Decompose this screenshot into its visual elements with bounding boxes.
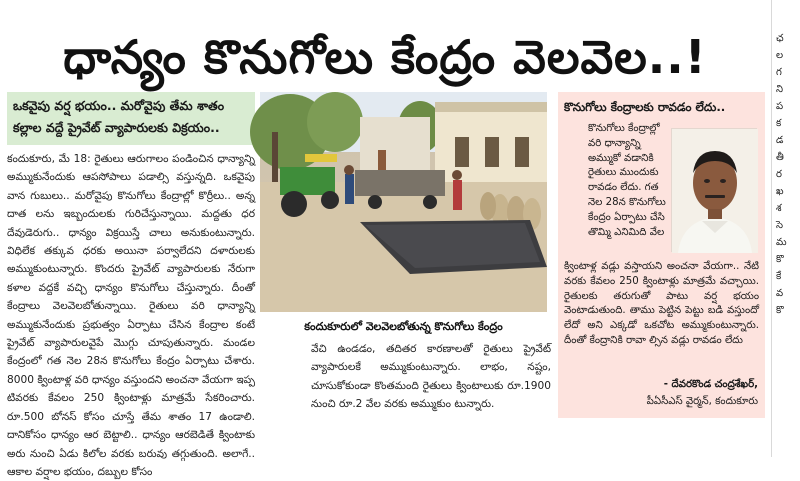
edge-line: సె: [776, 220, 784, 231]
edge-line: ర: [776, 169, 782, 180]
headline: ధాన్యం కొనుగోలు కేంద్రం వెలవెల..!: [63, 30, 707, 84]
edge-line: క: [776, 118, 782, 129]
edge-line: కొ: [776, 254, 784, 265]
edge-line: ఖ: [776, 186, 784, 197]
article-photo: [260, 92, 547, 312]
person-portrait: [672, 129, 758, 253]
edge-line: వ: [776, 288, 784, 299]
edge-line: ప: [776, 101, 784, 112]
sidebar-signature-name: - దేవరకొండ చంద్రశేఖర్,: [663, 379, 758, 390]
edge-line: కొ: [776, 305, 784, 316]
edge-line: శ: [776, 203, 782, 214]
sidebar-text-bottom: క్వింటాళ్ల వడ్లు వస్తాయని అంచనా వేయగా.. నేటి వరకు కేవలం 250 క్వింటాళ్లు మాత్రమే వచ్చాయి. రైతులకు తరుగుతో పాటు వర్ష భయం వెంటాడుతుంది. తాము పెట్టిన పెట్టు బడి వస్తుందో లేదో అని ఎక్కడో ఒకచోట అమ్ముకుంటున్నారు. దీంతో కేంద్రానికి రావా ల్సిన వడ్లు రావడం లేదు: [564, 261, 759, 346]
purchase-center-photo: [260, 92, 547, 312]
edge-line: ల: [776, 50, 784, 61]
sidebar-text-top: కొనుగోలు కేంద్రాల్లో వరి ధాన్యాన్ని అమ్ముకో వడానికి రైతులు ముందుకు రావడం లేదు. గత నెల 28న కొనుగోలు కేంద్రం ఏర్పాటు చేసి తొమ్మి ఎనిమిది వేల: [588, 123, 666, 238]
column-divider: [771, 0, 772, 457]
adjacent-article-edge: [776, 30, 800, 457]
article-body: కందుకూరు, మే 18: రైతులు ఆరుగాలం పండించిన ధాన్యాన్ని అమ్ముకునేందుకు ఆపసోపాలు పడాల్సి వస్తున్నది. ఒకవైపు వాన గుబులు.. మరోవైపు కొనుగోలు కేంద్రాల్లో కొర్రీలు.. అన్న దాత లను ఇబ్బందులకు గురిచేస్తున్నాయి. మద్దతు ధర దేవుడెరుగు.. ధాన్యం విక్రయిస్తే చాలు అనుకుంటున్నారు. విధిలేక తక్కువ ధరకు అయినా పర్వాలేదని దళారులకు అమ్ముకుంటున్నారు. కొందరు ప్రైవేట్ వ్యాపారులకు నేరుగా కళాల వద్దకే వచ్చి ధాన్యం కొనుగోలు చేస్తున్నారు. దీంతో కేంద్రాలు వెలవెలబోతున్నాయి. రైతులు వరి ధాన్యాన్ని అమ్ముకునేందుకు ప్రభుత్వం ఏర్పాటు చేసిన కేంద్రాల కంటే ప్రైవేట్ వ్యాపారులవైపే మొగ్గు చూపుతున్నారు. మండల కేంద్రంలో గత నెల 28న కొనుగోలు కేంద్రం ఏర్పాటు చేశారు. 8000 క్వింటాళ్ల వరి ధాన్యం వస్తుందని అంచనా వేయగా ఇప్ప టివరకు కేవలం 250 క్వింటాళ్లు మాత్రమే సేకరించారు. రూ.500 బోనస్ కోసం చూస్తే తేమ శాతం 17 ఉండాలి. దానికోసం ధాన్యం ఆర బెట్టాలి.. ధాన్యం ఆరబెడితే క్వింటాకు అరు నుంచి ఏడు కిలోల వరకు బరువు తగ్గుతుంది. అలాగే.. ఆకాల వర్షాల భయం, దబ్బుల కోసం: [7, 153, 255, 478]
article-body-continued: వేచి ఉండడం, తదితర కారణాలతో రైతులు ప్రైవేట్ వ్యాపారులకే అమ్ముకుంటున్నారు. లాభం, నష్టం, చూసుకోకుండా కొంతమంది రైతులు క్వింటాలుకు రూ.1900 నుంచి రూ.2 వేల వరకు అమ్ముకుం టున్నారు.: [311, 343, 551, 411]
subheading-box: [7, 92, 255, 145]
edge-line: ని: [776, 84, 784, 95]
subheading-line-2: కల్లాల వద్దే ప్రైవేట్ వ్యాపారులకు విక్రయం..: [13, 120, 220, 135]
edge-line: డ: [776, 135, 784, 146]
sidebar-box: [558, 92, 765, 418]
portrait-photo: [671, 128, 757, 252]
edge-line: గ: [776, 67, 782, 78]
photo-caption: కందుకూరులో వెలవెలబోతున్న కొనుగోలు కేంద్రం: [304, 320, 503, 333]
edge-line: ఛ: [776, 33, 784, 44]
sidebar-title: కొనుగోలు కేంద్రాలకు రావడం లేదు..: [564, 100, 726, 114]
subheading-line-1: ఒకవైపు వర్ష భయం.. మరోవైపు తేమ శాతం: [13, 98, 225, 113]
edge-line: మ: [776, 237, 787, 248]
edge-line: తీ: [776, 152, 784, 163]
sidebar-signature-title: పీఏసీఎస్ వైర్మన్, కందుకూరు: [646, 396, 758, 407]
edge-line: కే: [776, 271, 782, 282]
